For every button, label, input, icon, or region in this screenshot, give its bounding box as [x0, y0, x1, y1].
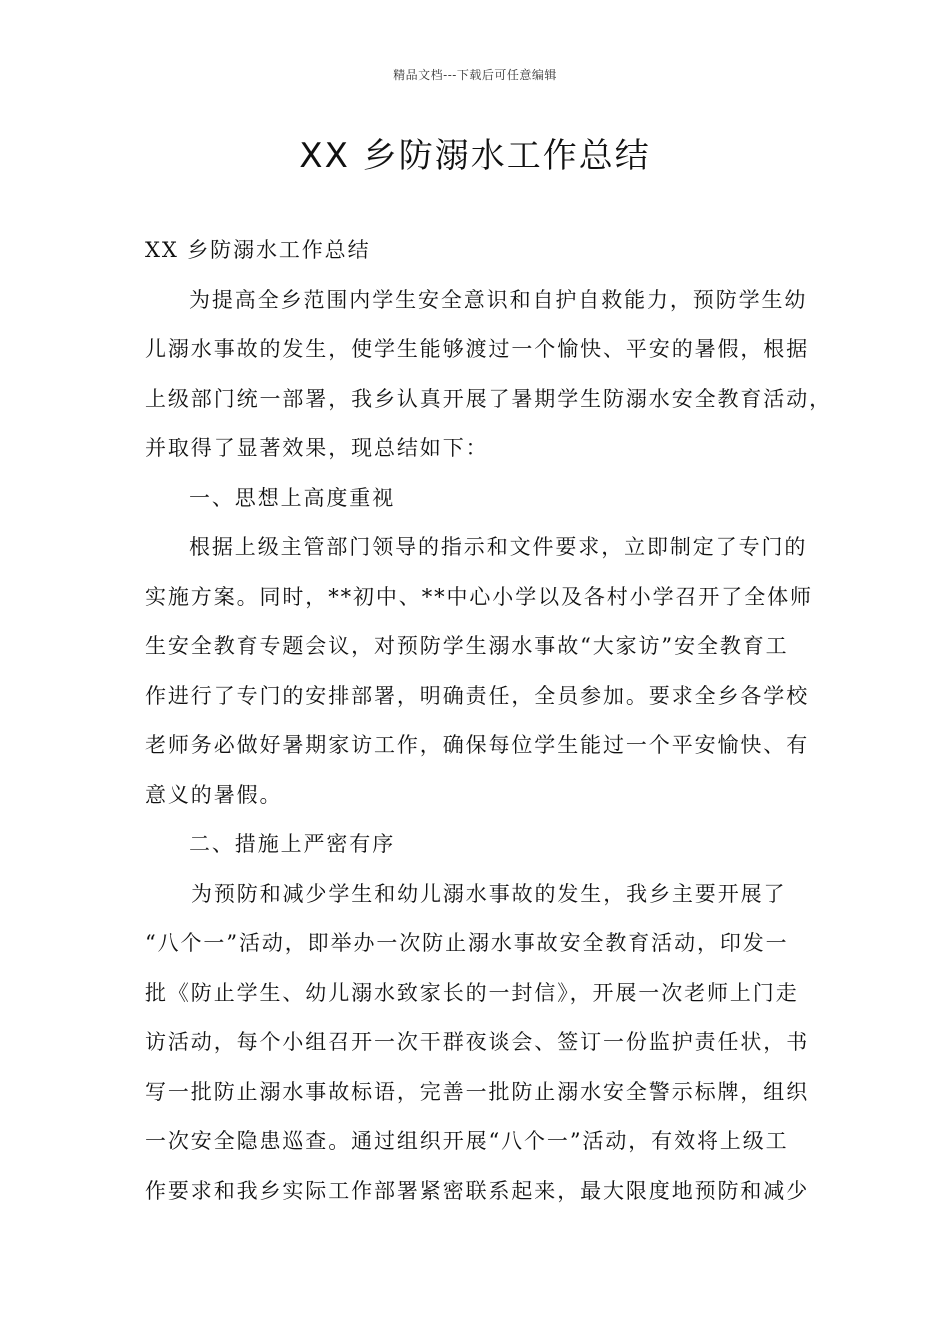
paragraph-line: 并取得了显著效果，现总结如下： — [145, 436, 489, 460]
paragraph-line: 老师务必做好暑期家访工作，确保每位学生能过一个平安愉快、有 — [145, 733, 810, 757]
paragraph-line: 写一批防止溺水事故标语，完善一批防止溺水安全警示标牌，组织 — [145, 1079, 810, 1104]
paragraph-line: 意义的暑假。 — [145, 782, 283, 807]
paragraph-line: 生安全教育专题会议，对预防学生溺水事故“大家访”安全教育工 — [145, 634, 789, 658]
paragraph-line: 作要求和我乡实际工作部署紧密联系起来，最大限度地预防和减少 — [145, 1178, 810, 1203]
paragraph-line: 作进行了专门的安排部署，明确责任，全员参加。要求全乡各学校 — [145, 683, 810, 708]
paragraph-line: 为提高全乡范围内学生安全意识和自护自救能力，预防学生幼 — [189, 287, 808, 312]
section-heading: 一、思想上高度重视 — [189, 485, 396, 510]
paragraph-line: 一次安全隐患巡查。通过组织开展“八个一”活动，有效将上级工 — [145, 1129, 789, 1153]
document-body — [145, 232, 832, 1222]
paragraph-line: “八个一”活动，即举办一次防止溺水事故安全教育活动，印发一 — [145, 931, 789, 955]
paragraph-line: 儿溺水事故的发生，使学生能够渡过一个愉快、平安的暑假，根据 — [145, 337, 810, 361]
paragraph-line: 实施方案。同时，**初中、**中心小学以及各村小学召开了全体师 — [145, 584, 813, 609]
paragraph-line: 根据上级主管部门领导的指示和文件要求，立即制定了专门的 — [189, 535, 808, 559]
paragraph-line: 访活动，每个小组召开一次干群夜谈会、签订一份监护责任状，书 — [145, 1030, 810, 1054]
body-subtitle: XX 乡防溺水工作总结 — [145, 238, 371, 262]
paragraph-line: 上级部门统一部署，我乡认真开展了暑期学生防溺水安全教育活动， — [145, 386, 832, 411]
document-title: XX 乡防溺水工作总结 — [299, 136, 651, 176]
paragraph-line: 批《防止学生、幼儿溺水致家长的一封信》，开展一次老师上门走 — [145, 980, 799, 1005]
header-note: 精品文档---下载后可任意编辑 — [393, 68, 557, 82]
section-heading: 二、措施上严密有序 — [189, 832, 396, 856]
paragraph-line: 为预防和减少学生和幼儿溺水事故的发生，我乡主要开展了 — [191, 881, 787, 906]
